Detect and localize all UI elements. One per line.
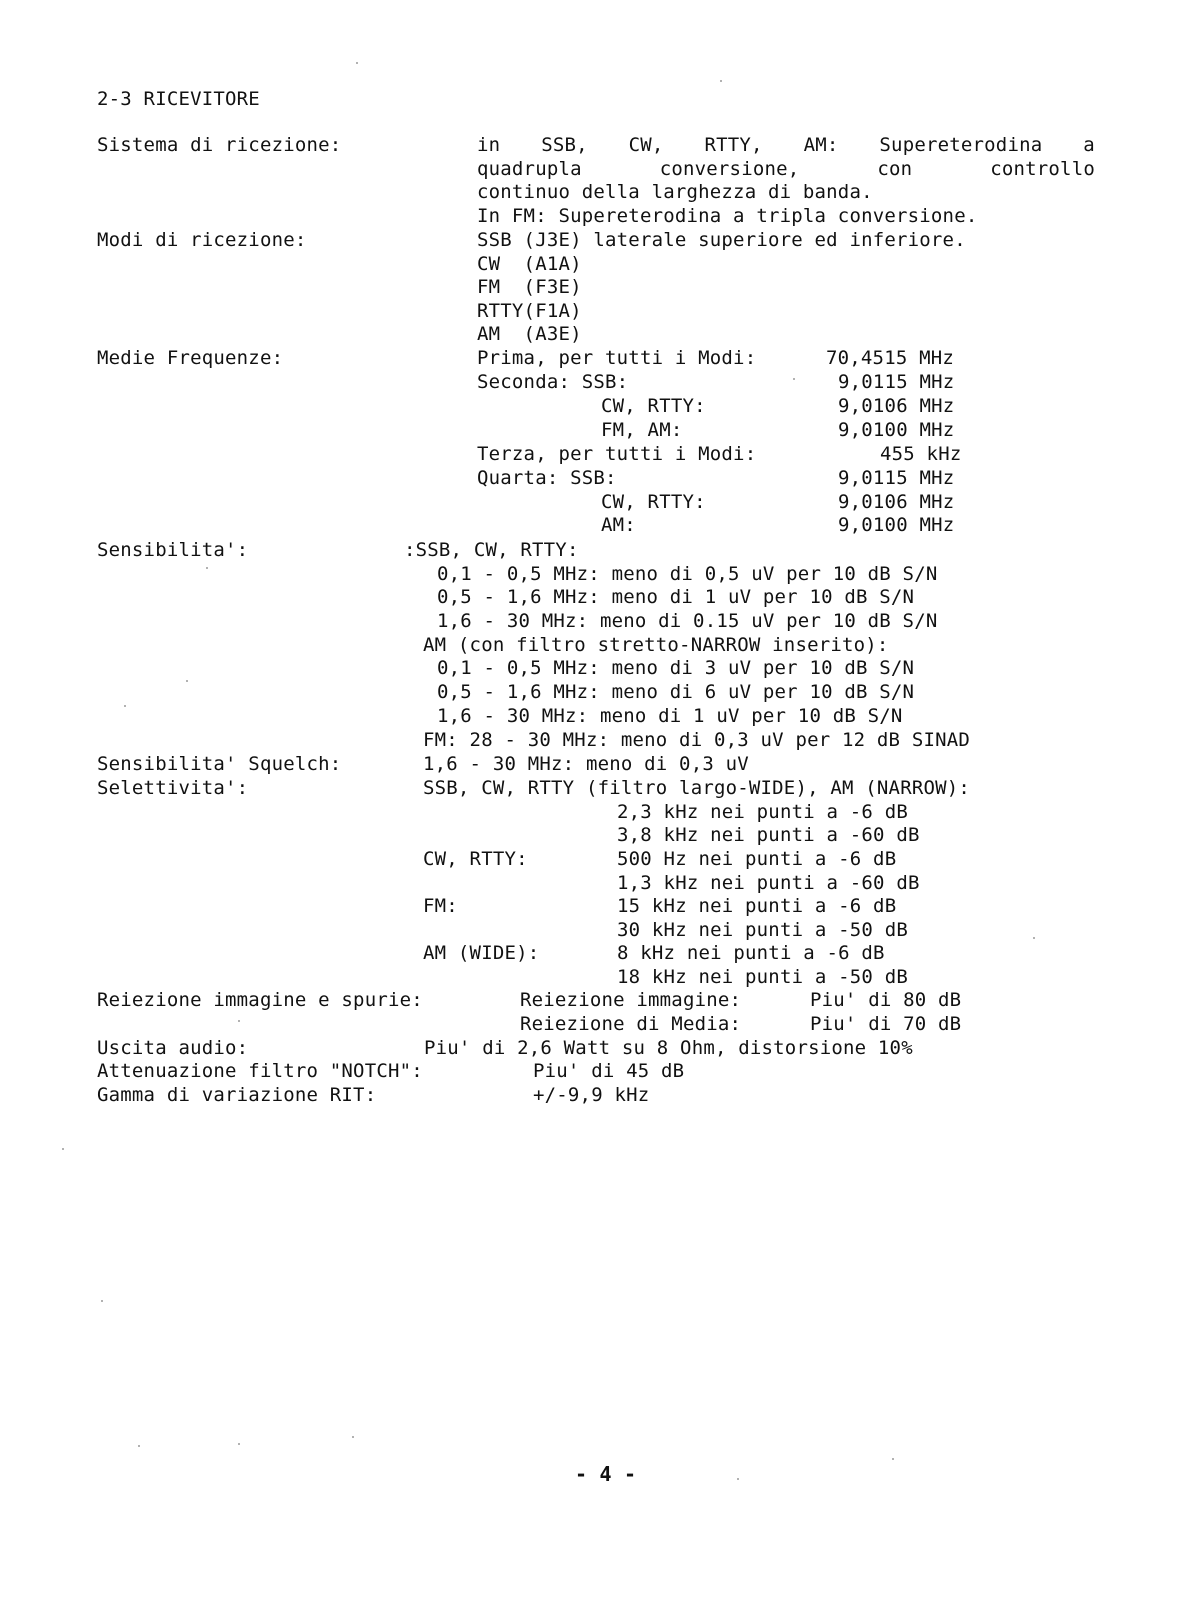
reiezione-value: Piu' di 70 dB (810, 1013, 962, 1035)
squelch-value: 1,6 - 30 MHz: meno di 0,3 uV (423, 753, 749, 775)
scan-speck (1033, 937, 1035, 939)
reiezione-desc: Reiezione di Media: (520, 1013, 742, 1035)
modi-line: SSB (J3E) laterale superiore ed inferiore. (477, 229, 966, 251)
modi-line: FM (F3E) (477, 276, 582, 298)
modi-line: CW (A1A) (477, 253, 582, 275)
notch-label: Attenuazione filtro "NOTCH": (97, 1060, 423, 1082)
selettivita-value: 3,8 kHz nei punti a -60 dB (617, 824, 920, 846)
medie-desc: Terza, per tutti i Modi: (477, 443, 757, 465)
sistema-word: a (1083, 134, 1095, 156)
medie-value: 455 kHz (880, 443, 962, 465)
sistema-word: Supereterodina (879, 134, 1043, 156)
sistema-word: AM: (803, 134, 839, 156)
selettivita-value: 8 kHz nei punti a -6 dB (617, 942, 885, 964)
medie-value: 9,0106 MHz (838, 491, 955, 513)
medie-desc: CW, RTTY: (601, 395, 706, 417)
scan-speck (62, 1148, 64, 1150)
modi-line: AM (A3E) (477, 323, 582, 345)
scan-speck (206, 567, 208, 569)
uscita-label: Uscita audio: (97, 1037, 249, 1059)
selettivita-mode: FM: (423, 895, 458, 917)
medie-value: 9,0100 MHz (838, 419, 955, 441)
sistema-word: controllo (990, 158, 1095, 180)
uscita-value: Piu' di 2,6 Watt su 8 Ohm, distorsione 10% (424, 1037, 913, 1059)
sistema-line-4: In FM: Supereterodina a tripla conversione. (477, 205, 978, 227)
sistema-line-2 (477, 157, 1095, 181)
scan-speck (352, 1436, 354, 1438)
sensibilita-line: 0,1 - 0,5 MHz: meno di 3 uV per 10 dB S/N (437, 657, 915, 679)
scan-speck (238, 1020, 240, 1022)
scan-speck (892, 1458, 894, 1460)
sistema-word: SSB, (541, 134, 588, 156)
medie-label: Medie Frequenze: (97, 347, 284, 369)
medie-value: 9,0106 MHz (838, 395, 955, 417)
medie-desc: Quarta: SSB: (477, 467, 617, 489)
sistema-label: Sistema di ricezione: (97, 134, 342, 156)
sensibilita-label: Sensibilita': (97, 539, 249, 561)
medie-value: 9,0115 MHz (838, 371, 955, 393)
medie-desc: Prima, per tutti i Modi: (477, 347, 757, 369)
medie-desc: FM, AM: (601, 419, 683, 441)
sistema-line-3: continuo della larghezza di banda. (477, 181, 873, 203)
scan-speck (101, 1300, 103, 1302)
sistema-word: quadrupla (477, 158, 582, 180)
sensibilita-line: AM (con filtro stretto-NARROW inserito): (423, 634, 889, 656)
medie-value: 9,0115 MHz (838, 467, 955, 489)
scan-speck (238, 1443, 240, 1445)
sensibilita-line: 0,5 - 1,6 MHz: meno di 6 uV per 10 dB S/N (437, 681, 915, 703)
reiezione-desc: Reiezione immagine: (520, 989, 742, 1011)
selettivita-value: 1,3 kHz nei punti a -60 dB (617, 872, 920, 894)
sistema-word: conversione, (659, 158, 800, 180)
rit-value: +/-9,9 kHz (533, 1084, 650, 1106)
squelch-label: Sensibilita' Squelch: (97, 753, 342, 775)
scan-speck (737, 1478, 739, 1480)
sistema-word: con (877, 158, 913, 180)
selettivita-value: 2,3 kHz nei punti a -6 dB (617, 801, 908, 823)
sensibilita-line: 0,5 - 1,6 MHz: meno di 1 uV per 10 dB S/N (437, 586, 915, 608)
selettivita-mode: CW, RTTY: (423, 848, 528, 870)
sistema-word: CW, (628, 134, 664, 156)
sensibilita-line: 0,1 - 0,5 MHz: meno di 0,5 uV per 10 dB S/N (437, 563, 938, 585)
medie-desc: CW, RTTY: (601, 491, 706, 513)
sensibilita-line: 1,6 - 30 MHz: meno di 0.15 uV per 10 dB S/N (437, 610, 938, 632)
selettivita-header: SSB, CW, RTTY (filtro largo-WIDE), AM (NARROW): (423, 777, 971, 799)
medie-value: 70,4515 MHz (826, 347, 955, 369)
modi-line: RTTY(F1A) (477, 300, 582, 322)
rit-label: Gamma di variazione RIT: (97, 1084, 377, 1106)
sensibilita-line: :SSB, CW, RTTY: (404, 539, 579, 561)
medie-value: 9,0100 MHz (838, 514, 955, 536)
modi-label: Modi di ricezione: (97, 229, 307, 251)
notch-value: Piu' di 45 dB (533, 1060, 685, 1082)
scan-speck (720, 80, 722, 82)
selettivita-value: 500 Hz nei punti a -6 dB (617, 848, 897, 870)
reiezione-label: Reiezione immagine e spurie: (97, 989, 423, 1011)
scan-speck (124, 705, 126, 707)
sistema-word: RTTY, (704, 134, 763, 156)
scan-speck (793, 378, 795, 380)
section-heading: 2-3 RICEVITORE (97, 88, 260, 110)
scan-speck (138, 1445, 140, 1447)
sensibilita-line: FM: 28 - 30 MHz: meno di 0,3 uV per 12 dB SINAD (423, 729, 971, 751)
page-number: - 4 - (575, 1462, 637, 1486)
sistema-line-1 (477, 133, 1095, 157)
selettivita-value: 30 kHz nei punti a -50 dB (617, 919, 908, 941)
sensibilita-line: 1,6 - 30 MHz: meno di 1 uV per 10 dB S/N (437, 705, 903, 727)
selettivita-mode: AM (WIDE): (423, 942, 540, 964)
medie-desc: AM: (601, 514, 636, 536)
sistema-word: in (477, 134, 501, 156)
scan-speck (356, 62, 358, 64)
scan-speck (186, 680, 188, 682)
medie-desc: Seconda: SSB: (477, 371, 629, 393)
reiezione-value: Piu' di 80 dB (810, 989, 962, 1011)
selettivita-value: 15 kHz nei punti a -6 dB (617, 895, 897, 917)
selettivita-label: Selettivita': (97, 777, 249, 799)
selettivita-value: 18 kHz nei punti a -50 dB (617, 966, 908, 988)
